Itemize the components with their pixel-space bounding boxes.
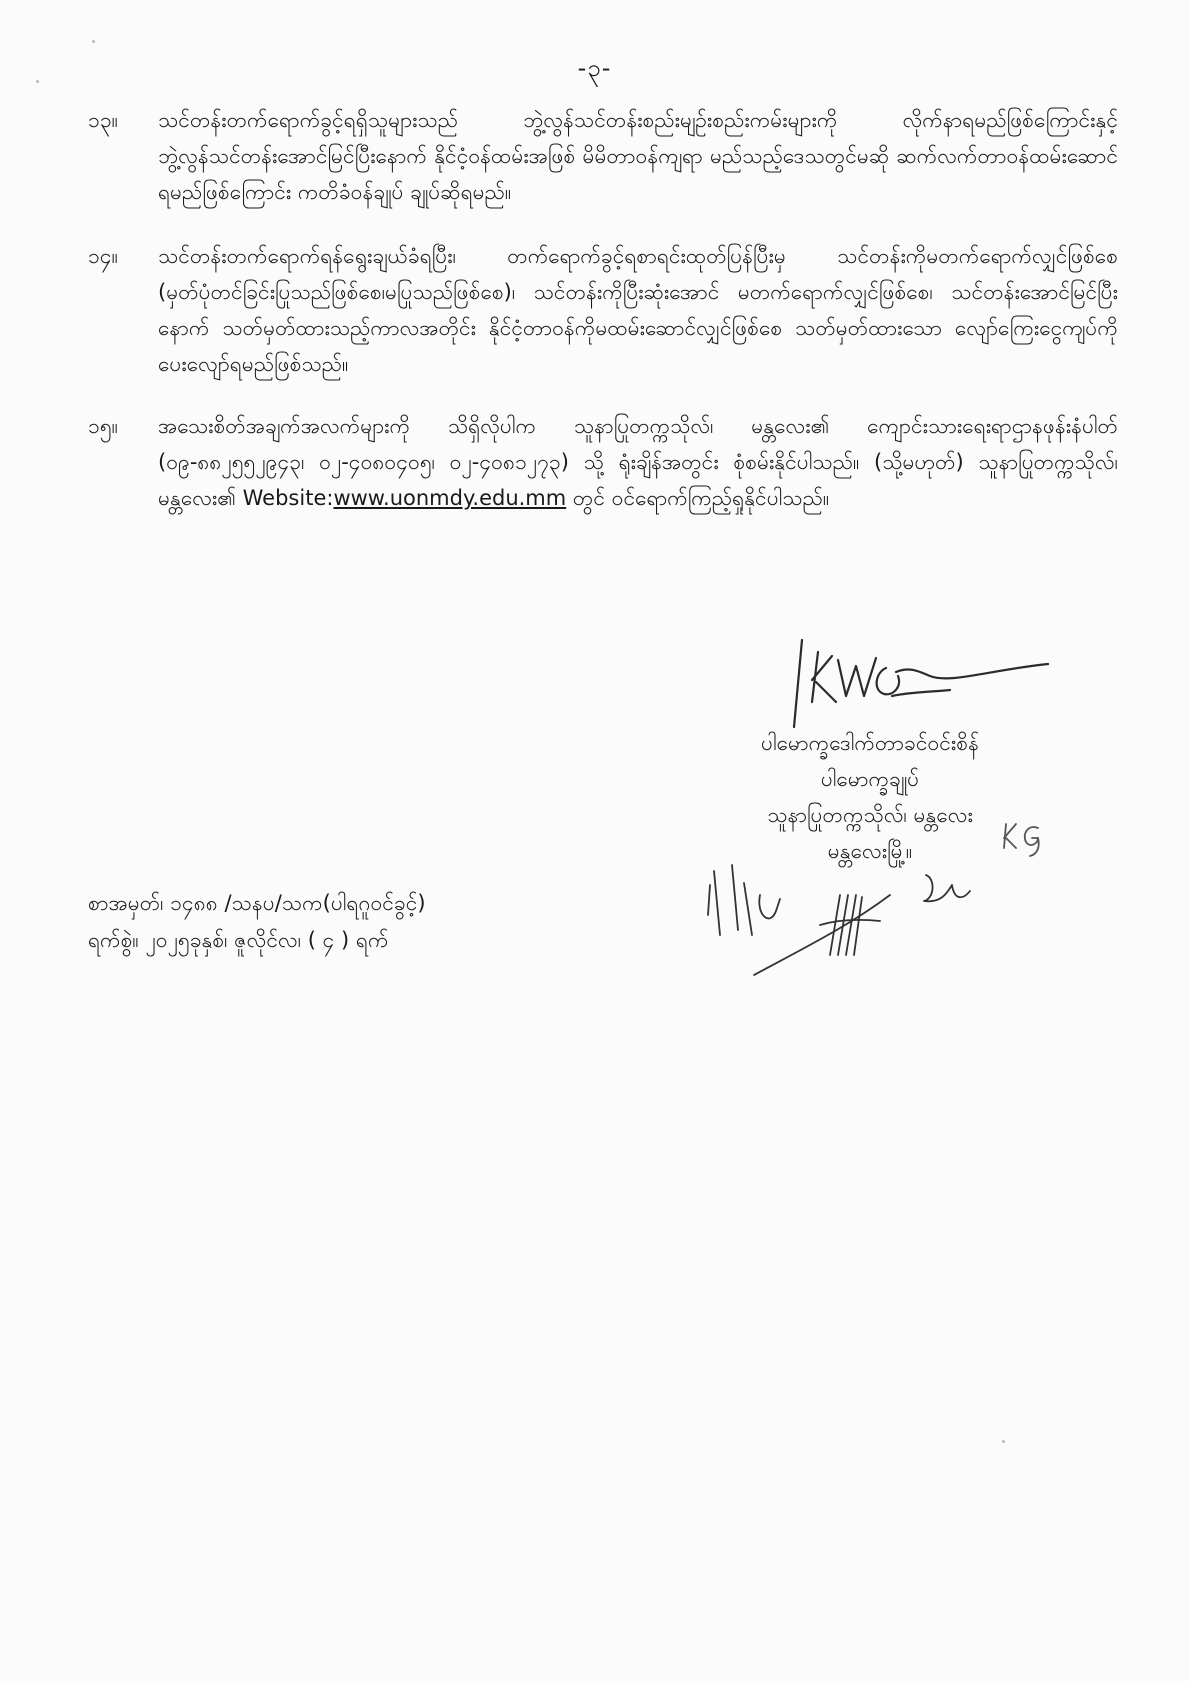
date-handwritten-day: ၄ [322,928,335,952]
paragraph-number: ၁၅။ [88,414,118,438]
reference-number [88,885,426,921]
signer-block [700,725,1040,869]
paper-speck [36,80,39,83]
reference-handwritten-number: ၁၄၈၈ [170,891,218,915]
reference-label: စာအမှတ်၊ [88,891,171,915]
paragraph-number: ၁၄။ [88,244,118,268]
paragraph-number: ၁၃။ [88,108,118,132]
signer-name: ပါမောက္ခဒေါက်တာခင်ဝင်းစိန် [761,731,979,755]
paper-speck [1002,1440,1005,1443]
signer-title: ပါမောက္ခချုပ် [820,767,920,791]
paragraph-text [158,408,1118,516]
paragraph-14 [88,238,1118,382]
date-prefix: ရက်စွဲ။ ၂၀၂၅ခုနှစ်၊ ဇူလိုင်လ၊ ( [88,928,323,952]
paper-speck [92,40,95,43]
paragraph-text: သင်တန်းတက်ရောက်ရန်ရွေးချယ်ခံရပြီး၊ တက်ရောက်ခွင့်ရစာရင်းထုတ်ပြန်ပြီးမှ သင်တန်းကိုမတက်ရောက်လျှင်ဖြစ်စေ (မှတ်ပုံတင်ခြင်းပြုသည်ဖြစ်စေ၊မပြုသည်ဖြစ်စေ)၊ သင်တန်းကိုပြီးဆုံးအောင် မတက်ရောက်လျှင်ဖြစ်စေ၊ သင်တန်းအောင်မြင်ပြီးနောက် သတ်မှတ်ထားသည့်ကာလအတိုင်း နိုင်ငံ့တာဝန်ကိုမထမ်းဆောင်လျှင်ဖြစ်စေ သတ်မှတ်ထားသော လျော်ကြေးငွေကျပ်ကို ပေးလျော်ရမည်ဖြစ်သည်။ [158,244,1118,376]
handwritten-initials [690,855,1010,985]
date-suffix: ) ရက် [334,928,389,952]
document-date [88,922,389,958]
reference-suffix: /သနပ/သက(ပါရဂူဝင်ခွင့်) [217,891,426,915]
page-number: -၃- [577,54,612,82]
paragraph-text-part: အသေးစိတ်အချက်အလက်များကို သိရှိလိုပါက သူနာပြုတက္ကသိုလ်၊ မန္တလေး၏ ကျောင်းသားရေးရာဌာနဖုန်းနံပါတ် (၀၉-၈၈၂၅၅၂၉၄၃၊ ၀၂-၄၀၈၀၄၀၅၊ ၀၂-၄၀၈၁၂၇၃) သို့ ရုံးချိန်အတွင်း စုံစမ်းနိုင်ပါသည်။ (သို့မဟုတ်) သူနာပြုတက္ကသိုလ်၊ မန္တလေး၏ Website: [158,414,1118,510]
paragraph-13 [88,102,1118,210]
paragraph-text-part: တွင် ဝင်ရောက်ကြည့်ရှုနိုင်ပါသည်။ [566,486,830,510]
paragraph-15 [88,408,1118,516]
paragraph-text: သင်တန်းတက်ရောက်ခွင့်ရရှိသူများသည် ဘွဲ့လွန်သင်တန်းစည်းမျဉ်းစည်းကမ်းများကို လိုက်နာရမည်ဖြစ်ကြောင်းနှင့် ဘွဲ့လွန်သင်တန်းအောင်မြင်ပြီးနောက် နိုင်ငံ့ဝန်ထမ်းအဖြစ် မိမိတာဝန်ကျရာ မည်သည့်ဒေသတွင်မဆို ဆက်လက်တာဝန်ထမ်းဆောင်ရမည်ဖြစ်ကြောင်း ကတိခံဝန်ချုပ် ချုပ်ဆိုရမည်။ [158,108,1118,204]
handwritten-kg-initials [1000,818,1050,858]
website-link[interactable]: www.uonmdy.edu.mm [333,486,567,510]
signer-institution: သူနာပြုတက္ကသိုလ်၊ မန္တလေး [767,803,973,827]
signer-city: မန္တလေးမြို့။ [827,839,913,863]
